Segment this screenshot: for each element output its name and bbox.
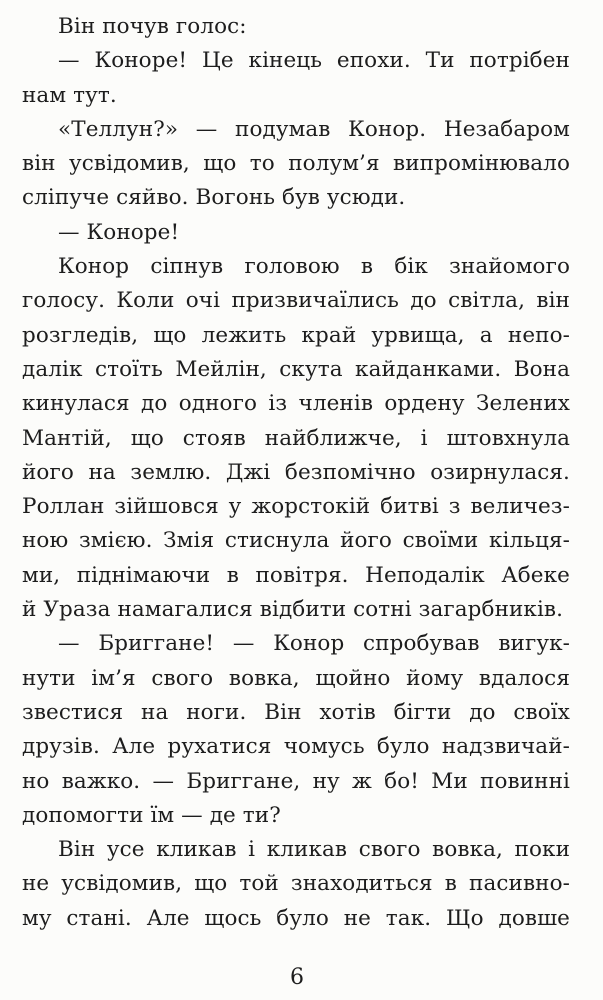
text-line: звестися на ноги. Він хотів бігти до своїх (22, 699, 570, 725)
text-line: розгледів, що лежить край урвища, а непо- (22, 322, 570, 348)
body-text (22, 10, 570, 936)
text-line: Роллан зійшовся у жорстокій битві з величез- (22, 494, 570, 520)
text-line: — Бриггане! — Конор спробував вигук- (58, 631, 570, 657)
page-number: 6 (290, 965, 304, 990)
text-line: його на землю. Джі безпомічно озирнулася. (22, 459, 570, 485)
text-line: Він почув голос: (58, 14, 247, 39)
text-line: — Коноре! (58, 219, 180, 245)
text-line: «Теллун?» — подумав Конор. Незабаром (58, 116, 570, 142)
text-line: Мантій, що стояв найближче, і штовхнула (22, 425, 570, 451)
text-line: голосу. Коли очі призвичаїлись до світла, він (22, 288, 570, 314)
text-line: сліпуче сяйво. Вогонь був усюди. (22, 185, 406, 211)
text-line: нути ім’я свого вовка, щойно йому вдалося (22, 665, 570, 691)
text-line: му стані. Але щось було не так. Що довше (22, 905, 570, 931)
text-line: Він усе кликав і кликав свого вовка, поки (58, 837, 570, 863)
text-line: но важко. — Бриггане, ну ж бо! Ми повинні (22, 768, 570, 794)
text-line: далік стоїть Мейлін, скута кайданками. Вона (22, 356, 570, 382)
text-line: й Ураза намагалися відбити сотні загарбників. (22, 597, 564, 623)
text-line: нам тут. (22, 82, 117, 108)
text-line: ми, піднімаючи в повітря. Неподалік Абеке (22, 562, 570, 588)
text-line: не усвідомив, що той знаходиться в пасивно- (22, 871, 570, 897)
text-line: допомогти їм — де ти? (22, 802, 281, 828)
text-line: Конор сіпнув головою в бік знайомого (58, 254, 570, 280)
text-line: кинулася до одного із членів ордену Зелених (22, 391, 570, 417)
text-line: друзів. Але рухатися чомусь було надзвичай- (22, 734, 570, 760)
text-line: — Коноре! Це кінець епохи. Ти потрібен (58, 48, 570, 74)
text-line: ною змією. Змія стиснула його своїми кільця- (22, 528, 570, 554)
text-line: він усвідомив, що то полум’я випромінювало (22, 151, 570, 177)
